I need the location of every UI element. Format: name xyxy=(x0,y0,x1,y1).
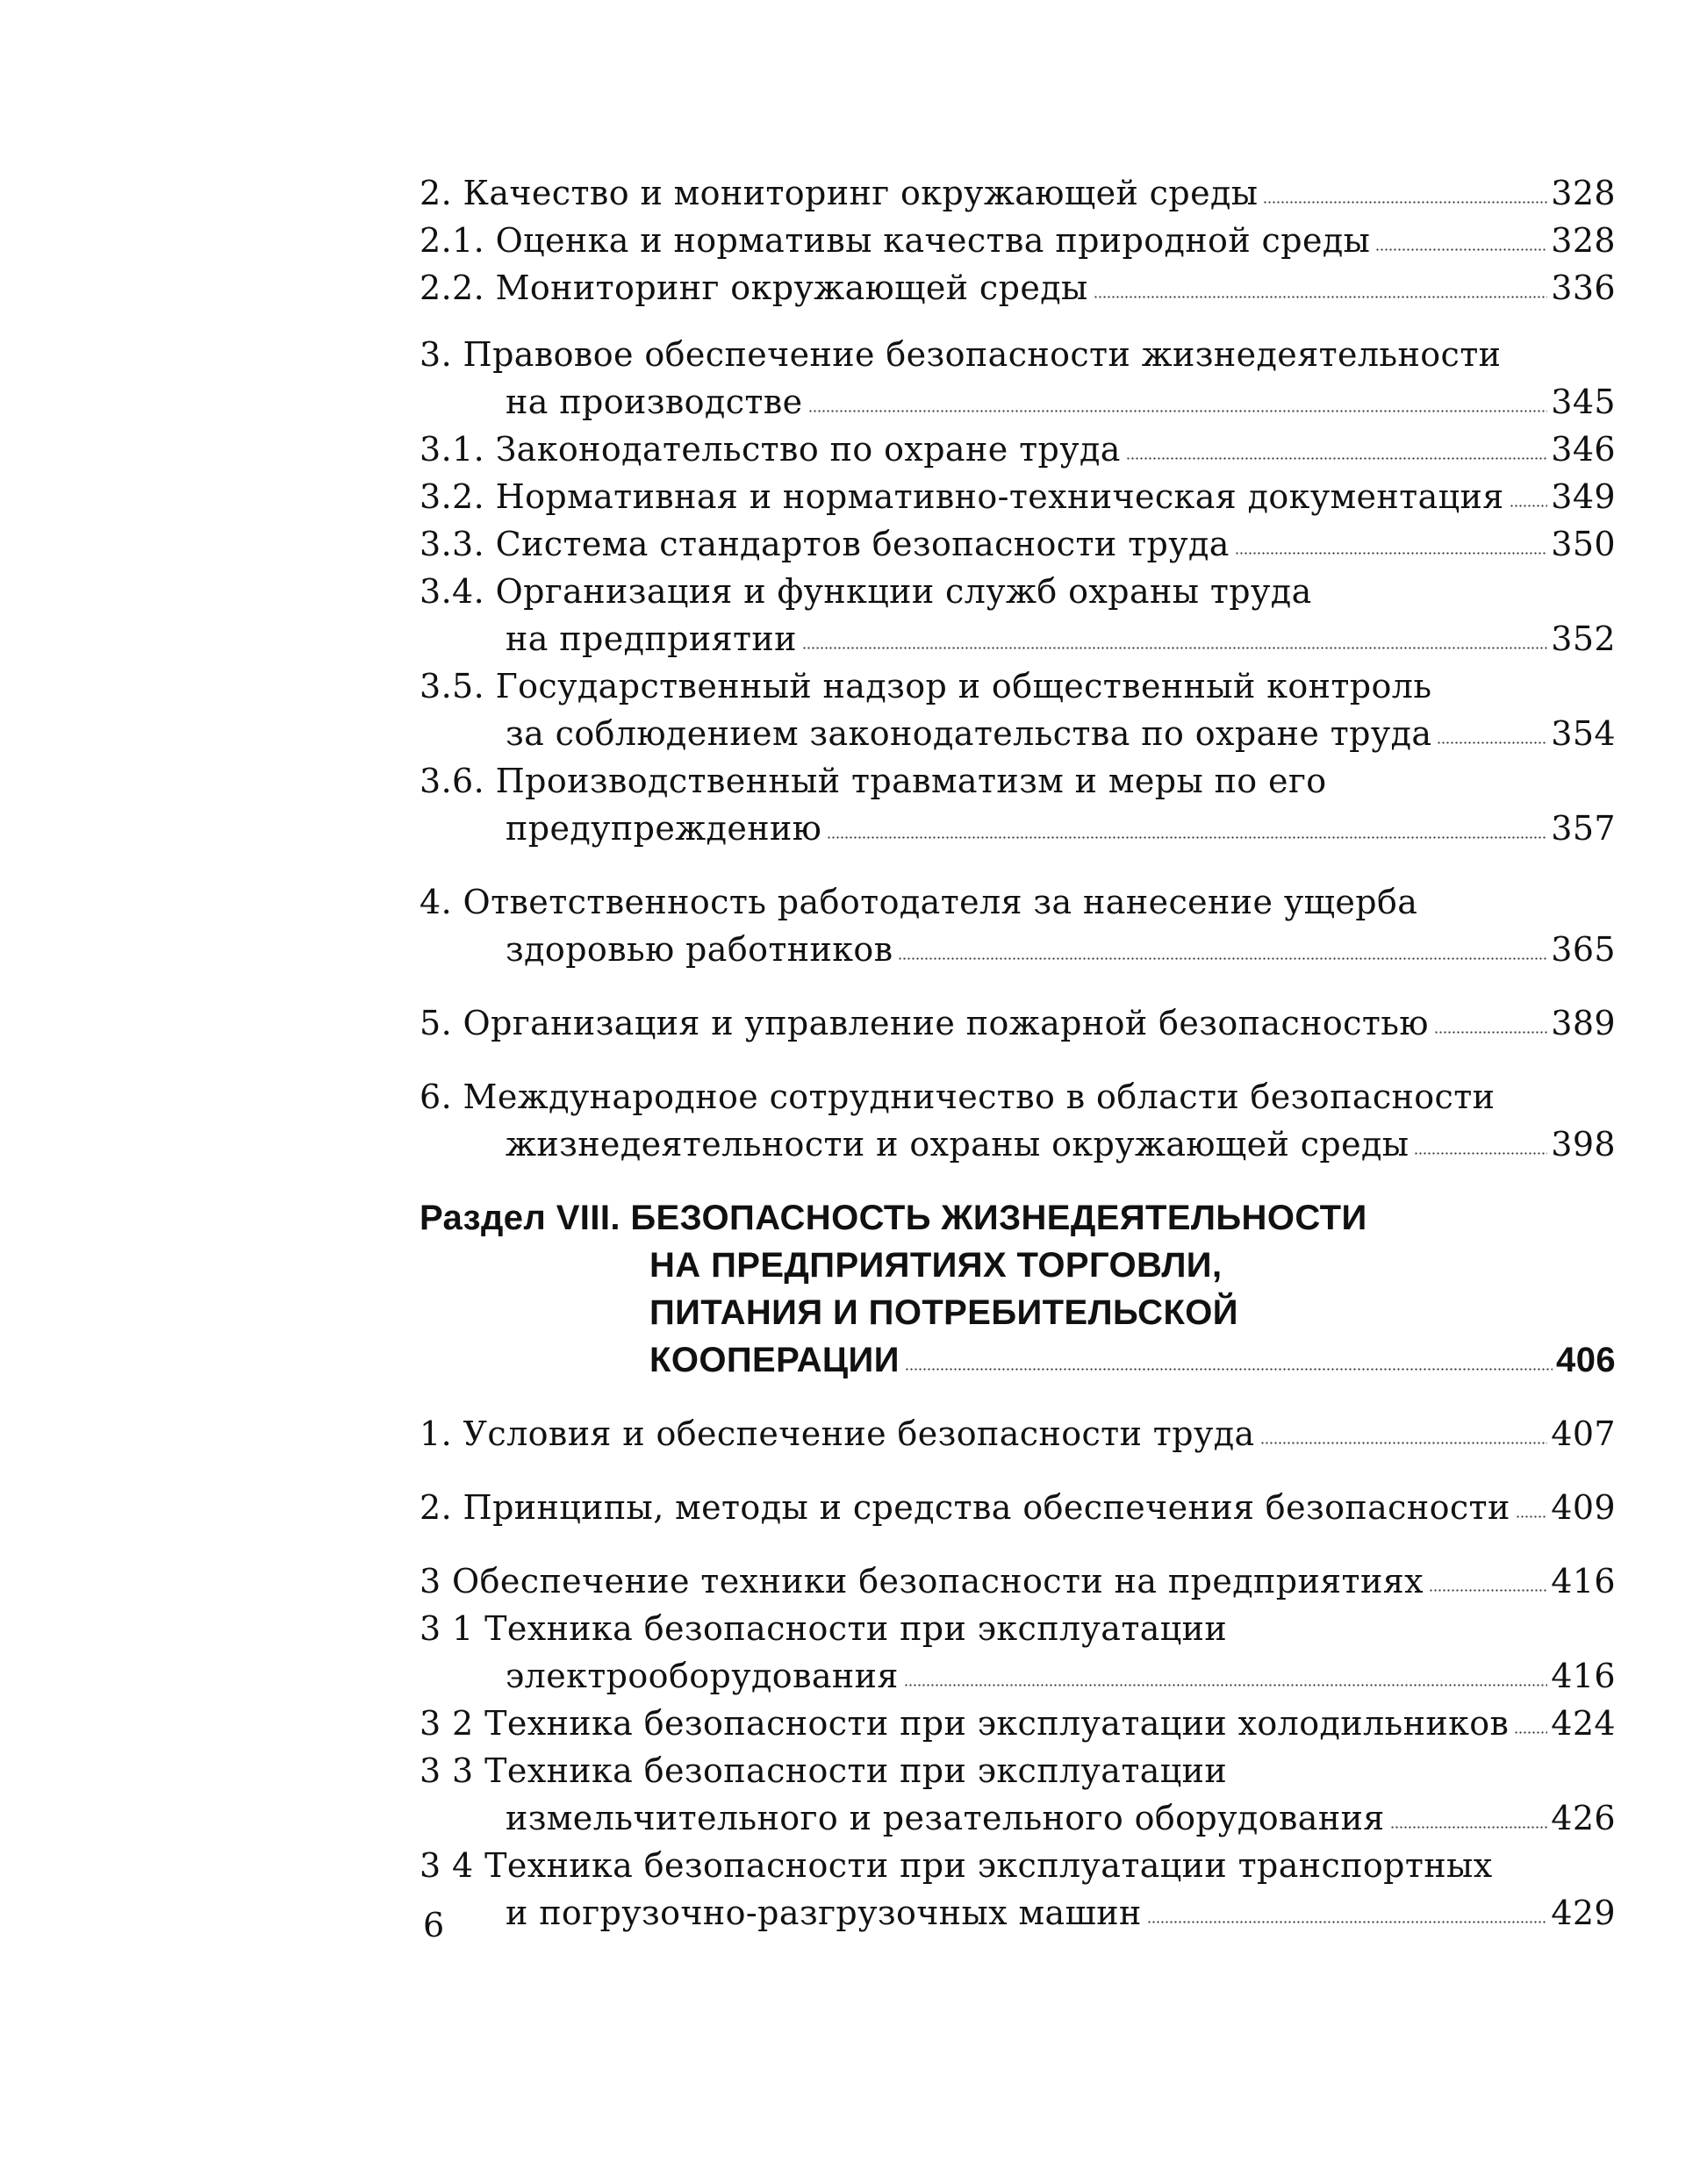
entry-title: 3 3 Техника безопасности при эксплуатации xyxy=(420,1751,1228,1790)
toc-entry xyxy=(420,1605,1616,1700)
toc-entry xyxy=(420,1747,1616,1842)
entry-title: 6. Международное сотрудничество в области безопасности xyxy=(420,1078,1496,1116)
toc-entry xyxy=(420,520,1616,568)
entry-title-cont: здоровью работников xyxy=(506,930,893,969)
entry-title-cont: жизнедеятельности и охраны окружающей среды xyxy=(506,1125,1409,1164)
toc-entry xyxy=(420,999,1616,1047)
entry-title-cont: измельчительного и резательного оборудования xyxy=(506,1799,1385,1837)
entry-page: 349 xyxy=(1551,477,1616,516)
entry-page: 406 xyxy=(1556,1341,1616,1379)
section-title: Раздел VIII. БЕЗОПАСНОСТЬ ЖИЗНЕДЕЯТЕЛЬНОСТИ xyxy=(420,1199,1367,1237)
toc-entry xyxy=(420,217,1616,264)
toc-entry xyxy=(420,878,1616,973)
entry-title: 3. Правовое обеспечение безопасности жизнедеятельности xyxy=(420,335,1502,374)
dot-leader xyxy=(1434,1031,1547,1034)
section-title-cont: НА ПРЕДПРИЯТИЯХ ТОРГОВЛИ, xyxy=(649,1246,1223,1285)
section-title-cont: КООПЕРАЦИИ xyxy=(649,1341,900,1379)
entry-page: 345 xyxy=(1551,383,1616,421)
entry-title: 3 1 Техника безопасности при эксплуатации xyxy=(420,1609,1228,1648)
toc-entry xyxy=(420,1073,1616,1168)
entry-title: 3.6. Производственный травматизм и меры по его xyxy=(420,762,1327,800)
entry-page: 365 xyxy=(1551,930,1616,969)
entry-title: 3 Обеспечение техники безопасности на предприятиях xyxy=(420,1562,1424,1600)
entry-page: 352 xyxy=(1551,619,1616,658)
entry-title: 2. Качество и мониторинг окружающей среды xyxy=(420,174,1259,212)
toc-entry xyxy=(420,1410,1616,1457)
entry-title: 2.2. Мониторинг окружающей среды xyxy=(420,269,1088,307)
dot-leader xyxy=(1375,248,1547,251)
entry-title: 3 2 Техника безопасности при эксплуатации холодильников xyxy=(420,1704,1510,1743)
dot-leader xyxy=(1260,1442,1548,1444)
toc-entry xyxy=(420,264,1616,311)
entry-title: 3.2. Нормативная и нормативно-техническая документация xyxy=(420,477,1504,516)
dot-leader xyxy=(1126,457,1547,460)
dot-leader xyxy=(1414,1152,1547,1155)
toc-entry xyxy=(420,662,1616,757)
entry-title-cont: за соблюдением законодательства по охране труда xyxy=(506,714,1432,753)
entry-title-cont: на производстве xyxy=(506,383,803,421)
dot-leader xyxy=(1147,1921,1548,1923)
toc-entry xyxy=(420,1484,1616,1531)
dot-leader xyxy=(1263,201,1547,204)
entry-page: 426 xyxy=(1551,1799,1616,1837)
toc-entry xyxy=(420,331,1616,426)
entry-title: 3.3. Система стандартов безопасности труда xyxy=(420,525,1230,563)
toc-entry xyxy=(420,426,1616,473)
dot-leader xyxy=(1437,741,1547,744)
entry-page: 416 xyxy=(1551,1657,1616,1695)
entry-page: 336 xyxy=(1551,269,1616,307)
dot-leader xyxy=(1516,1515,1548,1518)
entry-title-cont: и погрузочно-разгрузочных машин xyxy=(506,1894,1142,1932)
entry-page: 328 xyxy=(1551,174,1616,212)
toc-entry xyxy=(420,169,1616,217)
entry-title: 2.1. Оценка и нормативы качества природной среды xyxy=(420,221,1371,260)
toc-entry xyxy=(420,1557,1616,1605)
entry-title: 3 4 Техника безопасности при эксплуатации транспортных xyxy=(420,1846,1493,1885)
dot-leader xyxy=(827,836,1547,839)
entry-title: 5. Организация и управление пожарной безопасностью xyxy=(420,1004,1429,1042)
entry-title: 3.1. Законодательство по охране труда xyxy=(420,430,1121,469)
toc-entry xyxy=(420,1700,1616,1747)
toc-entry xyxy=(420,757,1616,852)
entry-page: 389 xyxy=(1551,1004,1616,1042)
dot-leader xyxy=(1429,1589,1547,1592)
entry-page: 346 xyxy=(1551,430,1616,469)
entry-title: 2. Принципы, методы и средства обеспечения безопасности xyxy=(420,1488,1510,1527)
dot-leader xyxy=(1390,1826,1548,1829)
page-number: 6 xyxy=(423,1906,445,1944)
dot-leader xyxy=(802,647,1547,649)
entry-page: 424 xyxy=(1551,1704,1616,1743)
entry-title-cont: предупреждению xyxy=(506,809,822,848)
entry-page: 328 xyxy=(1551,221,1616,260)
dot-leader xyxy=(1235,552,1547,555)
dot-leader xyxy=(1514,1731,1547,1734)
toc-section-heading xyxy=(420,1194,1616,1384)
entry-page: 407 xyxy=(1551,1414,1616,1453)
entry-title-cont: на предприятии xyxy=(506,619,797,658)
dot-leader xyxy=(898,957,1547,960)
section-title-cont: ПИТАНИЯ И ПОТРЕБИТЕЛЬСКОЙ xyxy=(649,1293,1238,1332)
toc-entry xyxy=(420,473,1616,520)
toc-entry xyxy=(420,568,1616,662)
dot-leader xyxy=(808,410,1548,412)
entry-page: 357 xyxy=(1551,809,1616,848)
entry-page: 350 xyxy=(1551,525,1616,563)
table-of-contents xyxy=(420,169,1616,1937)
entry-title: 4. Ответственность работодателя за нанесение ущерба xyxy=(420,883,1418,921)
dot-leader xyxy=(904,1684,1548,1686)
dot-leader xyxy=(1510,505,1548,507)
entry-title: 1. Условия и обеспечение безопасности труда xyxy=(420,1414,1255,1453)
entry-title: 3.5. Государственный надзор и общественный контроль xyxy=(420,667,1432,705)
entry-page: 416 xyxy=(1551,1562,1616,1600)
toc-entry xyxy=(420,1842,1616,1937)
dot-leader xyxy=(905,1368,1553,1371)
entry-page: 398 xyxy=(1551,1125,1616,1164)
entry-page: 409 xyxy=(1551,1488,1616,1527)
entry-title: 3.4. Организация и функции служб охраны труда xyxy=(420,572,1312,611)
entry-page: 354 xyxy=(1551,714,1616,753)
entry-page: 429 xyxy=(1551,1894,1616,1932)
entry-title-cont: электрооборудования xyxy=(506,1657,899,1695)
dot-leader xyxy=(1094,296,1548,298)
